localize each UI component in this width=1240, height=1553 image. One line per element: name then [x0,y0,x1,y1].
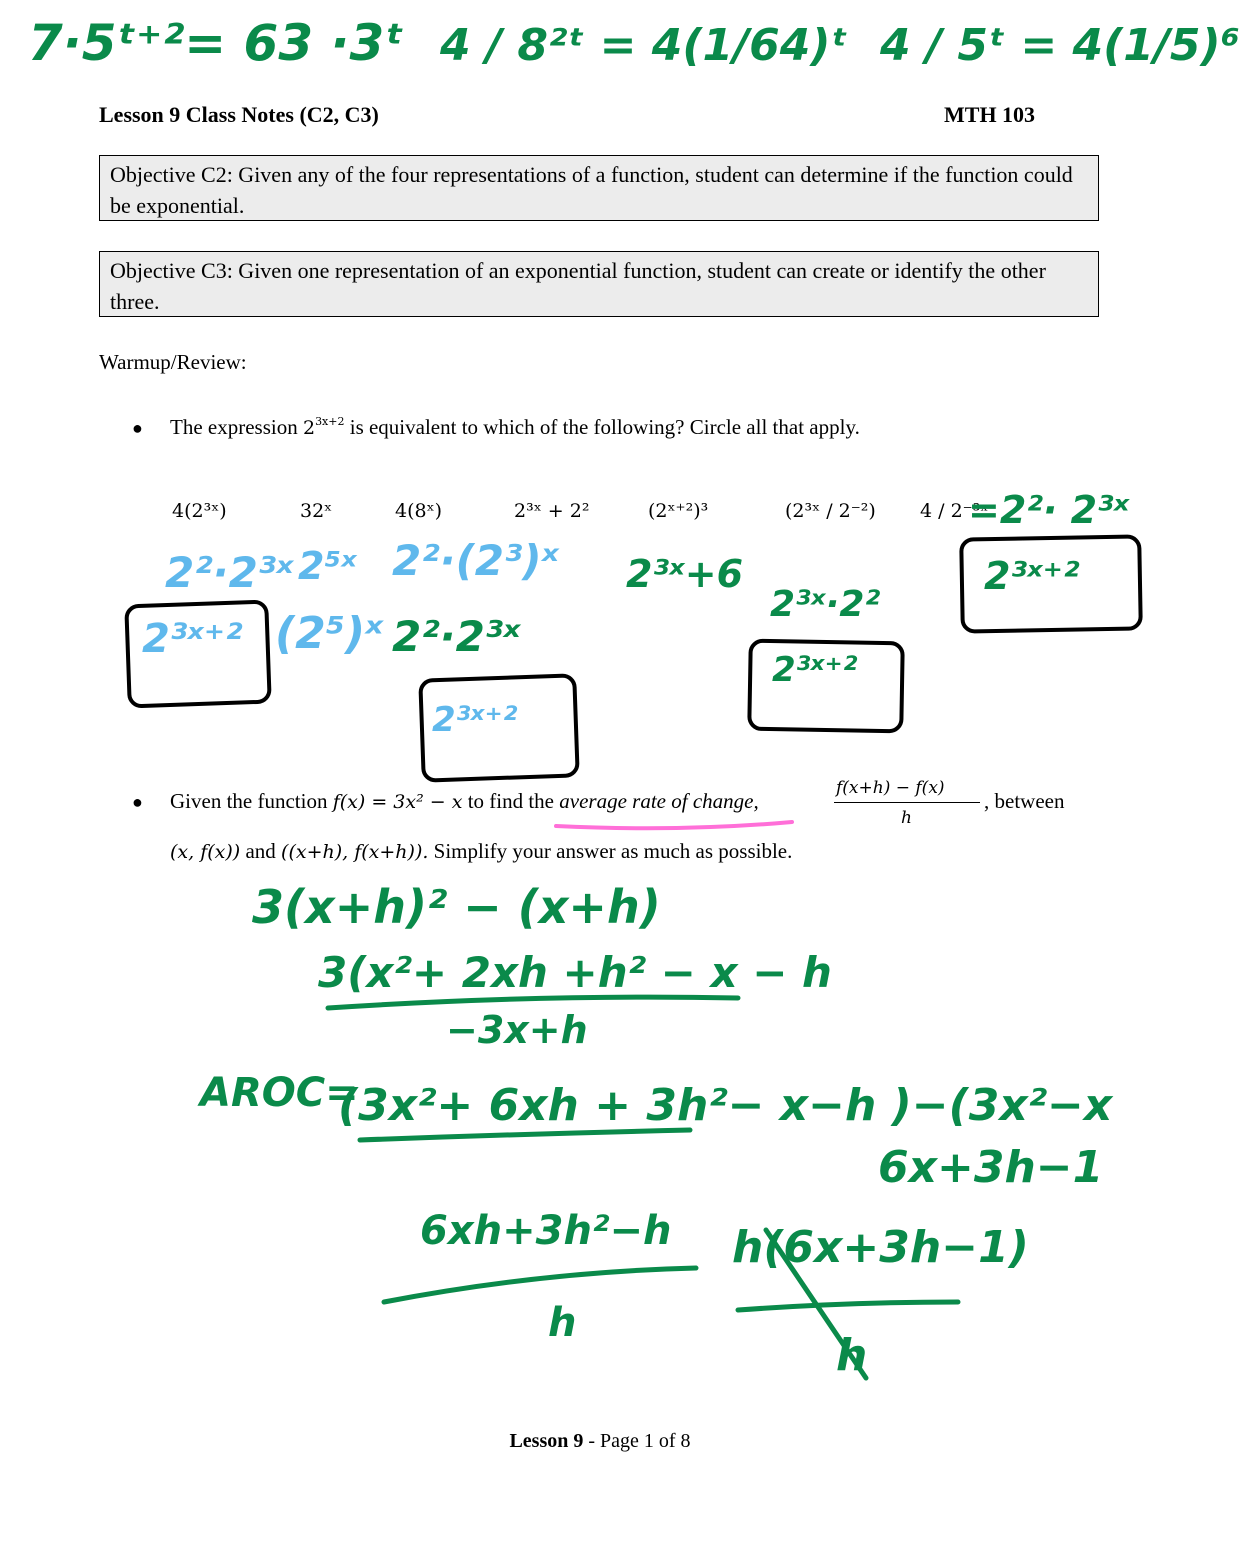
fraction-line-2 [384,1268,696,1302]
option-2[interactable]: 32ˣ [300,500,333,522]
objective-c3-box: Objective C3: Given one representation of an exponential function, student can create or identify the other three. [99,251,1099,317]
q2-function: f(x) = 3x² − x [332,791,463,813]
aroc-work-6: 6xh+3h²−h [420,1208,672,1254]
blue-work-4: (2⁵)ˣ [275,608,384,659]
q2-mid: to find the [467,789,555,813]
aroc-work-5: 6x+3h−1 [878,1142,1104,1193]
bullet-icon: ● [132,418,143,438]
q2-and: and [245,839,276,863]
green-work-1: 2²·2³ˣ [392,612,521,661]
objective-c2-box: Objective C2: Given any of the four representations of a function, student can determine if the function could be exponential. [99,155,1099,221]
aroc-fraction-denominator: h [901,808,912,828]
blue-work-1: 2²·2³ˣ [165,548,294,597]
aroc-work-9: h [836,1330,868,1381]
aroc-work-4: (3x²+ 6xh + 3h²− x−h )−(3x²−x [338,1080,1113,1131]
footer-page: - Page 1 of 8 [583,1430,691,1452]
q2-between: , between [984,789,1065,813]
option-3[interactable]: 4(8ˣ) [395,500,443,522]
aroc-work-3: −3x+h [446,1008,588,1052]
q2-aroc-phrase: average rate of change, [559,789,759,813]
handwriting-top-2: 4 / 8²ᵗ = 4(1/64)ᵗ [440,20,848,71]
q2-instruction: Simplify your answer as much as possible. [433,839,793,863]
aroc-label: AROC= [200,1070,359,1116]
green-work-4: 2³ˣ⁺² [772,650,858,690]
blue-work-3: 2⁵ˣ [298,544,357,588]
page-footer [0,1430,1200,1453]
q2-point-2: ((x+h), f(x+h)). [281,841,429,863]
bullet-icon: ● [132,792,143,812]
aroc-work-1: 3(x+h)² − (x+h) [252,880,661,934]
blue-work-5: 2²·(2³)ˣ [392,536,559,585]
q2-point-1: (x, f(x)) [170,841,241,863]
fraction-line-3 [738,1302,958,1310]
option-1[interactable]: 4(2³ˣ) [172,500,227,522]
option-5[interactable]: (2ˣ⁺²)³ [648,500,709,522]
aroc-work-8: h(6x+3h−1) [732,1222,1029,1273]
blue-work-2: 2³ˣ⁺² [142,616,243,662]
fraction-line-1 [328,997,738,1008]
highlight-underline [556,822,792,828]
warmup-label: Warmup/Review: [99,350,247,374]
page-title: Lesson 9 Class Notes (C2, C3) [99,102,379,127]
option-7[interactable]: 4 / 2⁻³ˣ [920,500,989,522]
option-6[interactable]: (2³ˣ / 2⁻²) [785,500,876,522]
green-work-3: 2³ˣ·2² [770,584,881,625]
q1-exponent: 3x+2 [315,414,345,428]
handwriting-top-3: 4 / 5ᵗ = 4(1/5)⁶ [880,20,1240,71]
q1-suffix: is equivalent to which of the following? Circle all that apply. [349,415,860,439]
q1-base: 2 [302,417,316,439]
green-work-5: =2²· 2³ˣ [968,488,1130,532]
aroc-work-7: h [548,1300,577,1346]
q1-prefix: The expression [170,415,298,439]
underline-stroke [360,1130,690,1140]
option-4[interactable]: 2³ˣ + 2² [514,500,590,522]
course-code: MTH 103 [944,102,1036,127]
aroc-work-2: 3(x²+ 2xh +h² − x − h [318,948,832,997]
blue-work-6: 2³ˣ⁺² [432,700,518,740]
aroc-fraction-numerator: f(x+h) − f(x) [836,778,945,798]
green-work-2: 2³ˣ+6 [626,552,744,596]
handwriting-top-1: 7·5ᵗ⁺²= 63 ·3ᵗ [28,14,404,72]
green-work-6: 2³ˣ⁺² [984,554,1080,598]
footer-lesson: Lesson 9 [509,1430,584,1452]
q2-prefix: Given the function [170,789,328,813]
